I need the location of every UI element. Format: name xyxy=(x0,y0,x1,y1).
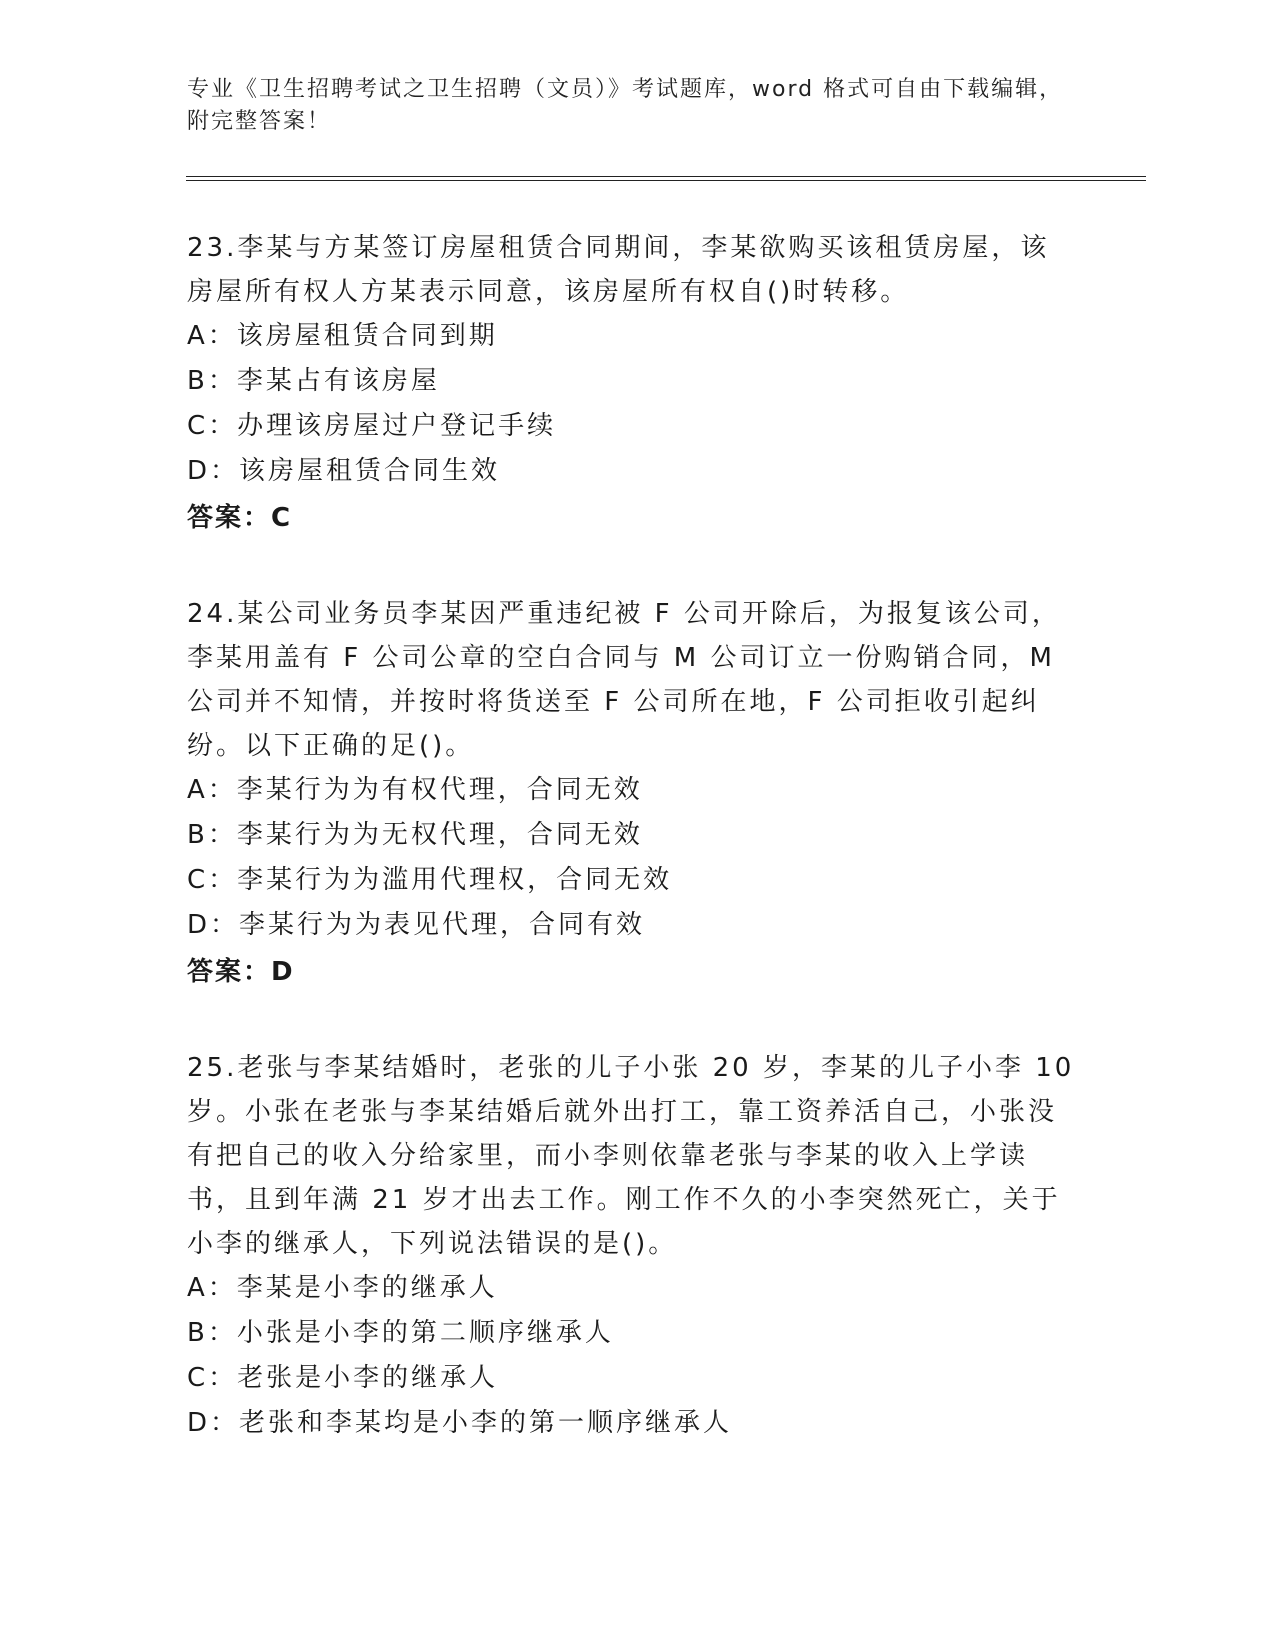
option-d: D：老张和李某均是小李的第一顺序继承人 xyxy=(187,1408,733,1438)
option-a: A：李某行为为有权代理，合同无效 xyxy=(187,775,643,805)
question-stem: 25.老张与李某结婚时，老张的儿子小张 20 岁，李某的儿子小李 10 岁。小张在老张与李某结婚后就外出打工，靠工资养活自己，小张没有把自己的收入分给家里，而小李则依靠老张与李某的收入上学读书，且到年满 21 岁才出去工作。刚工作不久的小李突然死亡，关于小李的继承人，下列说法错误的是()。 xyxy=(187,1053,1075,1259)
option-b: B：李某行为为无权代理，合同无效 xyxy=(187,820,643,850)
option-c: C：办理该房屋过户登记手续 xyxy=(187,411,557,441)
option-c: C：老张是小李的继承人 xyxy=(187,1363,499,1393)
option-a: A：该房屋租赁合同到期 xyxy=(187,321,498,351)
answer: 答案：C xyxy=(187,503,293,533)
document-header: 专业《卫生招聘考试之卫生招聘（文员）》考试题库，word 格式可自由下载编辑，附完整答案！ xyxy=(187,77,1064,134)
option-d: D：该房屋租赁合同生效 xyxy=(187,456,501,486)
question-stem: 23.李某与方某签订房屋租赁合同期间，李某欲购买该租赁房屋，该房屋所有权人方某表示同意，该房屋所有权自()时转移。 xyxy=(187,233,1050,307)
option-d: D：李某行为为表见代理，合同有效 xyxy=(187,910,646,940)
question-23 xyxy=(187,226,1077,542)
option-b: B：李某占有该房屋 xyxy=(187,366,440,396)
question-25 xyxy=(187,1046,1077,1446)
option-c: C：李某行为为滥用代理权，合同无效 xyxy=(187,865,673,895)
option-b: B：小张是小李的第二顺序继承人 xyxy=(187,1318,614,1348)
option-a: A：李某是小李的继承人 xyxy=(187,1273,498,1303)
question-24 xyxy=(187,592,1077,996)
answer: 答案：D xyxy=(187,957,295,987)
question-stem: 24.某公司业务员李某因严重违纪被 F 公司开除后，为报复该公司，李某用盖有 F 公司公章的空白合同与 M 公司订立一份购销合同，M 公司并不知情，并按时将货送至 F 公司所在地，F 公司拒收引起纠纷。以下正确的足()。 xyxy=(187,599,1061,761)
header-divider xyxy=(186,176,1146,181)
